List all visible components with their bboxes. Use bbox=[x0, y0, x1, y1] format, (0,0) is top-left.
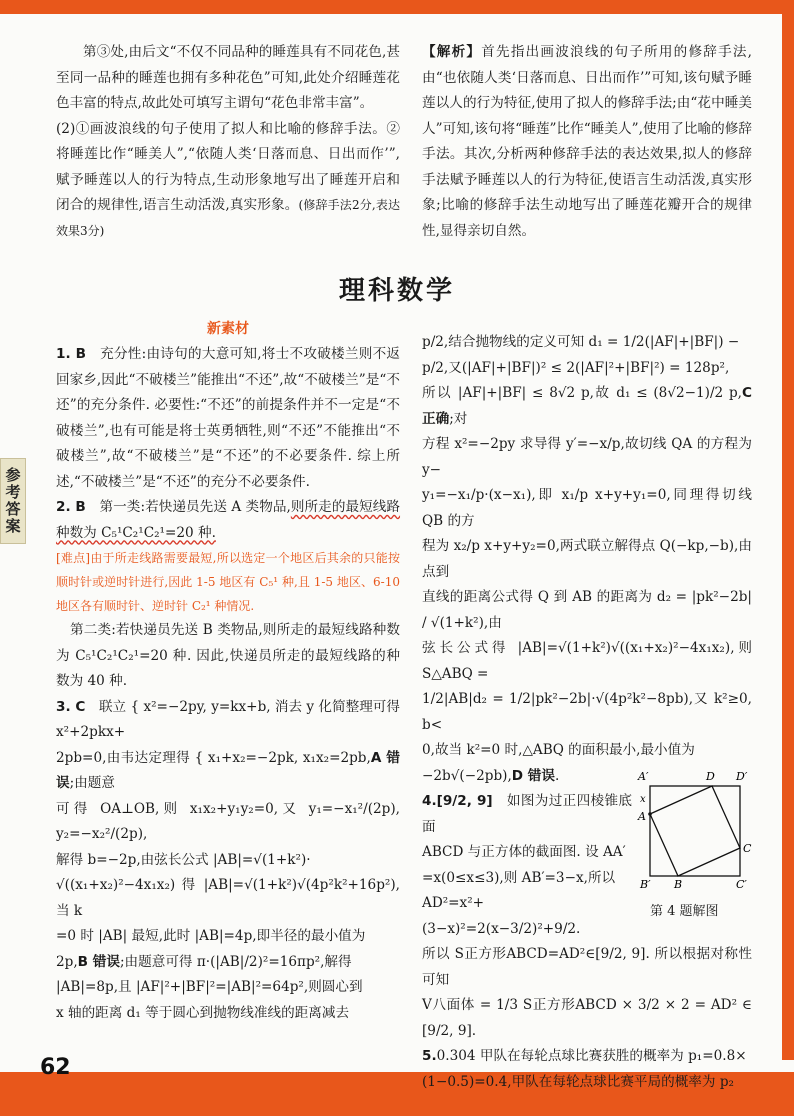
q3-line: =0 时 |AB| 最短,此时 |AB|=4p,即半径的最小值为 bbox=[56, 928, 366, 944]
q4-line: =x(0≤x≤3),则 AB′=3−x,所以 bbox=[422, 869, 616, 886]
point-a bbox=[648, 812, 652, 816]
top-left-column bbox=[56, 40, 400, 244]
label-a-prime: A′ bbox=[638, 770, 649, 783]
label-d-prime: D′ bbox=[736, 770, 748, 783]
score-note: (修辞手法2分,表达效果3分) bbox=[56, 198, 400, 238]
q2-cont: 第二类:若快递员先送 B 类物品,则所走的最短线路种数为 C₅¹C₂¹C₂¹=20 种. 因此,快递员所走的最短线路的种数为 40 种. bbox=[56, 622, 400, 689]
bottom-right-column bbox=[422, 330, 752, 1095]
q3-line: 可得 OA⊥OB,则 x₁x₂+y₁y₂=0,又 y₁=−x₁²/(2p), y₂=−x₂²/(2p), bbox=[56, 800, 400, 842]
q3-cont-line: −2b√(−2pb),D 错误. bbox=[422, 767, 560, 784]
q3-line: |AB|=8p,且 |AF|²+|BF|²=|AB|²=64p²,则圆心到 bbox=[56, 979, 363, 995]
cube-section-square bbox=[650, 786, 740, 876]
side-tab-answers: 参考答案 bbox=[0, 458, 26, 544]
q5-line: (1−0.5)=0.4,甲队在每轮点球比赛平局的概率为 p₂ bbox=[422, 1073, 734, 1090]
q3-cont-line: 程为 x₂/p x+y+y₂=0,两式联立解得点 Q(−kp,−b),由点到 bbox=[422, 538, 752, 580]
right-accent-bar bbox=[782, 0, 794, 1060]
q3-line: 2pb=0,由韦达定理得 { x₁+x₂=−2pk, x₁x₂=2pb,A 错误;由题意 bbox=[56, 749, 400, 791]
q3-line: x 轴的距离 d₁ 等于圆心到抛物线准线的距离减去 bbox=[56, 1004, 350, 1021]
label-b-prime: B′ bbox=[640, 878, 651, 891]
paragraph: 第③处,由后文“不仅不同品种的睡莲具有不同花色,甚至同一品种的睡莲也拥有多种花色”可知,此处介绍睡莲花色丰富的特点,故此处可填写主谓句“花色非常丰富”。 bbox=[56, 44, 400, 111]
difficulty-note: [难点]由于所走线路需要最短,所以选定一个地区后其余的只能按顺时针或逆时针进行,因此 1-5 地区有 C₅¹ 种,且 1-5 地区、6-10 地区各有顺时针、逆时针 C₂¹ 种情况. bbox=[56, 551, 400, 613]
q2-number: 2. B bbox=[56, 499, 86, 515]
q3-cont-line: 0,故当 k²=0 时,△ABQ 的面积最小,最小值为 bbox=[422, 742, 695, 758]
label-d: D bbox=[706, 770, 715, 783]
q5: 5.0.304 甲队在每轮点球比赛获胜的概率为 p₁=0.8× bbox=[422, 1048, 747, 1064]
wavy-underline: 则所走的最短线路种数为 C₅¹C₂¹C₂¹=20 种. bbox=[56, 499, 401, 541]
q2: 2. B 第一类:若快递员先送 A 类物品,则所走的最短线路种数为 C₅¹C₂¹C₂¹=20 种. bbox=[56, 499, 401, 541]
q3-cont-line: p/2,又(|AF|+|BF|)² ≤ 2(|AF|²+|BF|²) = 128p², bbox=[422, 359, 730, 376]
label-a: A bbox=[638, 810, 646, 823]
label-c-prime: C′ bbox=[736, 878, 747, 891]
q3-cont-line: 所以 |AF|+|BF| ≤ 8√2 p,故 d₁ ≤ (8√2−1)/2 p,C 正确;对 bbox=[422, 385, 752, 427]
analysis-label: 【解析】 bbox=[422, 44, 482, 60]
q3-line: 2p,B 错误;由题意可得 π·(|AB|/2)²=16πp²,解得 bbox=[56, 953, 352, 970]
q4-answer: [9/2, 9] bbox=[436, 793, 493, 809]
q4-line: AD²=x²+(3−x)²=2(x−3/2)²+9/2. bbox=[422, 895, 581, 937]
page-number: 62 bbox=[40, 1055, 71, 1080]
q4-line: 所以 S正方形ABCD=AD²∈[9/2, 9]. 所以根据对称性可知 bbox=[422, 946, 752, 988]
figure-caption: 第 4 题解图 bbox=[650, 904, 719, 919]
bottom-left-column bbox=[56, 342, 400, 1026]
label-b: B bbox=[674, 878, 683, 891]
q3-cont-line: 直线的距离公式得 Q 到 AB 的距离为 d₂ = |pk²−2b| / √(1+k²),由 bbox=[422, 589, 752, 631]
sub-heading: 新素材 bbox=[207, 321, 249, 337]
q4: 4.[9/2, 9] 如图为过正四棱锥底面 bbox=[422, 793, 633, 835]
q3-number: 3. C bbox=[56, 698, 86, 715]
label-c: C bbox=[743, 842, 752, 855]
q3-line: 解得 b=−2p,由弦长公式 |AB|=√(1+k²)· bbox=[56, 851, 311, 868]
q3-cont-line: 方程 x²=−2py 求导得 y′=−x/p,故切线 QA 的方程为 y− bbox=[422, 436, 752, 478]
q4-text bbox=[422, 789, 632, 942]
top-accent-bar bbox=[0, 0, 794, 14]
q3-cont-line: y₁=−x₁/p·(x−x₁),即 x₁/p x+y+y₁=0,同理得切线 QB 的方 bbox=[422, 487, 752, 529]
q4-number: 4. bbox=[422, 793, 437, 809]
label-x: x bbox=[640, 794, 646, 805]
q1: 1. B 充分性:由诗句的大意可知,将士不攻破楼兰则不返回家乡,因此“不破楼兰”能推出“不还”,故“不破楼兰”是“不还”的充分条件. 必要性:“不还”的前提条件并不一定是“不破楼兰”,也有可能是将士英勇牺牲,则“不还”不能推出“不破楼兰”,故“不破楼兰”是“不还”的不必要条件. 综上所述,“不破楼兰”是“不还”的充分不必要条件. bbox=[56, 346, 401, 490]
paragraph: (2)①画波浪线的句子使用了拟人和比喻的修辞手法。②将睡莲比作“睡美人”,“依随人类‘日落而息、日出而作’”,赋予睡莲以人的行为特点,生动形象地写出了睡莲开启和闭合的规律性,语言生动活泼,真实形象。(修辞手法2分,表达效果3分) bbox=[56, 120, 400, 238]
q4-line: ABCD 与正方体的截面图. 设 AA′ bbox=[422, 844, 626, 860]
inner-square bbox=[650, 786, 740, 876]
q4-line: V八面体 = 1/3 S正方形ABCD × 3/2 × 2 = AD² ∈ [9/2, 9]. bbox=[422, 997, 752, 1039]
q3-cont-line: 弦长公式得 |AB|=√(1+k²)√((x₁+x₂)²−4x₁x₂),则 S△ABQ = bbox=[422, 640, 752, 682]
q5-number: 5. bbox=[422, 1048, 437, 1064]
q1-number: 1. B bbox=[56, 346, 86, 362]
top-right-column bbox=[422, 40, 752, 244]
section-title: 理科数学 bbox=[338, 276, 455, 306]
q3-cont-line: 1/2|AB|d₂ = 1/2|pk²−2b|·√(4p²k²−8pb),又 k²≥0, b< bbox=[422, 691, 752, 733]
q4-figure bbox=[636, 768, 754, 896]
q3-cont-line: p/2,结合抛物线的定义可知 d₁ = 1/2(|AF|+|BF|) − bbox=[422, 334, 740, 350]
q3-line: √((x₁+x₂)²−4x₁x₂) 得 |AB|=√(1+k²)√(4p²k²+16p²),当 k bbox=[56, 877, 400, 919]
analysis-paragraph: 【解析】首先指出画波浪线的句子所用的修辞手法,由“也依随人类‘日落而息、日出而作’”可知,该句赋予睡莲以人的行为特征,使用了拟人的修辞手法;由“花中睡美人”可知,该句将“睡莲”比作“睡美人”,使用了比喻的修辞手法。其次,分析两种修辞手法的表达效果,拟人的修辞手法赋予睡莲以人的行为特征,使语言生动活泼,真实形象;比喻的修辞手法生动地写出了睡莲花瓣开合的规律性,显得亲切自然。 bbox=[422, 44, 752, 239]
q3: 3. C 联立 { x²=−2py, y=kx+b, 消去 y 化简整理可得 x²+2pkx+ bbox=[56, 698, 400, 740]
